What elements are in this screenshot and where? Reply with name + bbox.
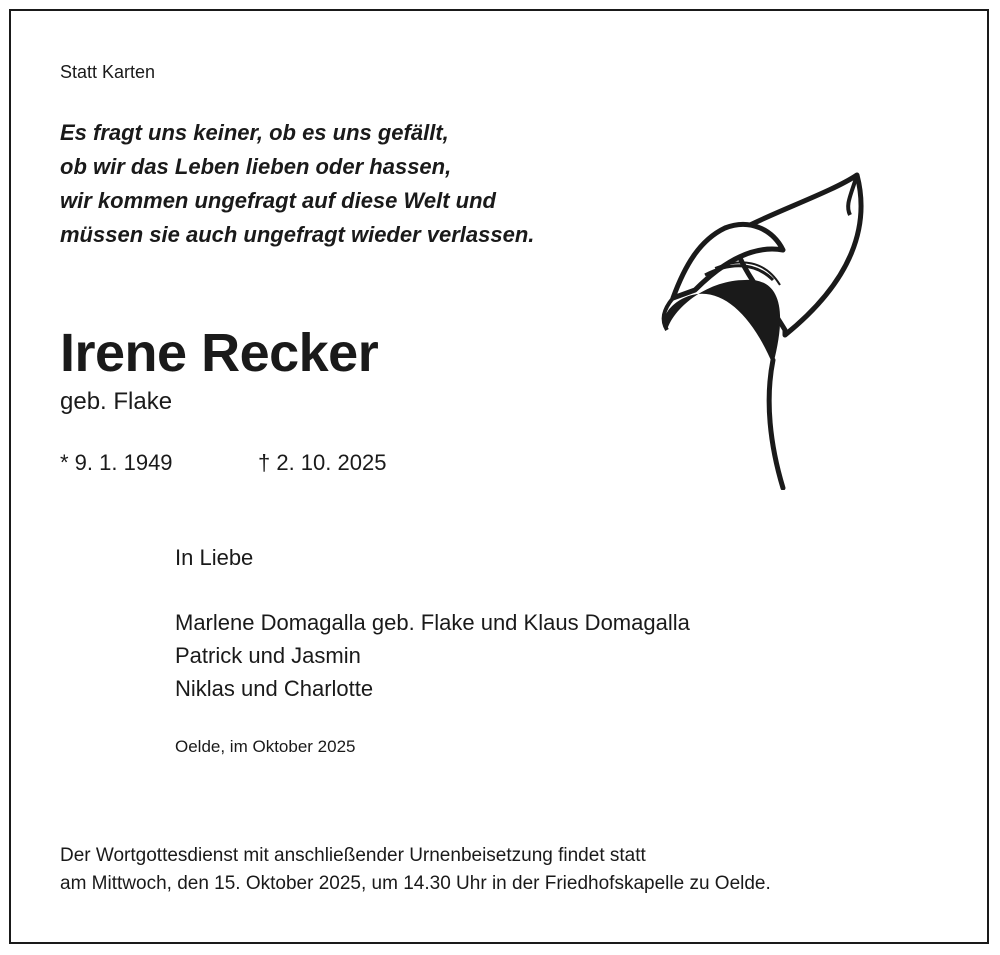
poem-line: müssen sie auch ungefragt wieder verlassen. — [60, 222, 535, 247]
birth-date: * 9. 1. 1949 — [60, 450, 173, 475]
poem-line: ob wir das Leben lieben oder hassen, — [60, 154, 452, 179]
calla-lily-icon — [655, 170, 870, 490]
deceased-name: Irene Recker — [60, 323, 379, 383]
poem-line: Es fragt uns keiner, ob es uns gefällt, — [60, 120, 449, 145]
mourners-list — [175, 606, 690, 705]
intro-text: Statt Karten — [60, 62, 156, 82]
mourner-entry: Patrick und Jasmin — [175, 643, 361, 668]
service-line: Der Wortgottesdienst mit anschließender Urnenbeisetzung findet statt — [60, 845, 646, 866]
mourner-entry: Niklas und Charlotte — [175, 676, 374, 701]
poem — [60, 116, 534, 252]
service-line: am Mittwoch, den 15. Oktober 2025, um 14.30 Uhr in der Friedhofskapelle zu Oelde. — [60, 873, 771, 894]
place-date: Oelde, im Oktober 2025 — [175, 737, 356, 756]
poem-line: wir kommen ungefragt auf diese Welt und — [60, 188, 496, 213]
service-info — [60, 842, 771, 898]
maiden-name: geb. Flake — [60, 388, 173, 415]
mourner-entry: Marlene Domagalla geb. Flake und Klaus Domagalla — [175, 610, 690, 635]
mourners-intro: In Liebe — [175, 545, 254, 570]
death-date: † 2. 10. 2025 — [258, 450, 387, 475]
